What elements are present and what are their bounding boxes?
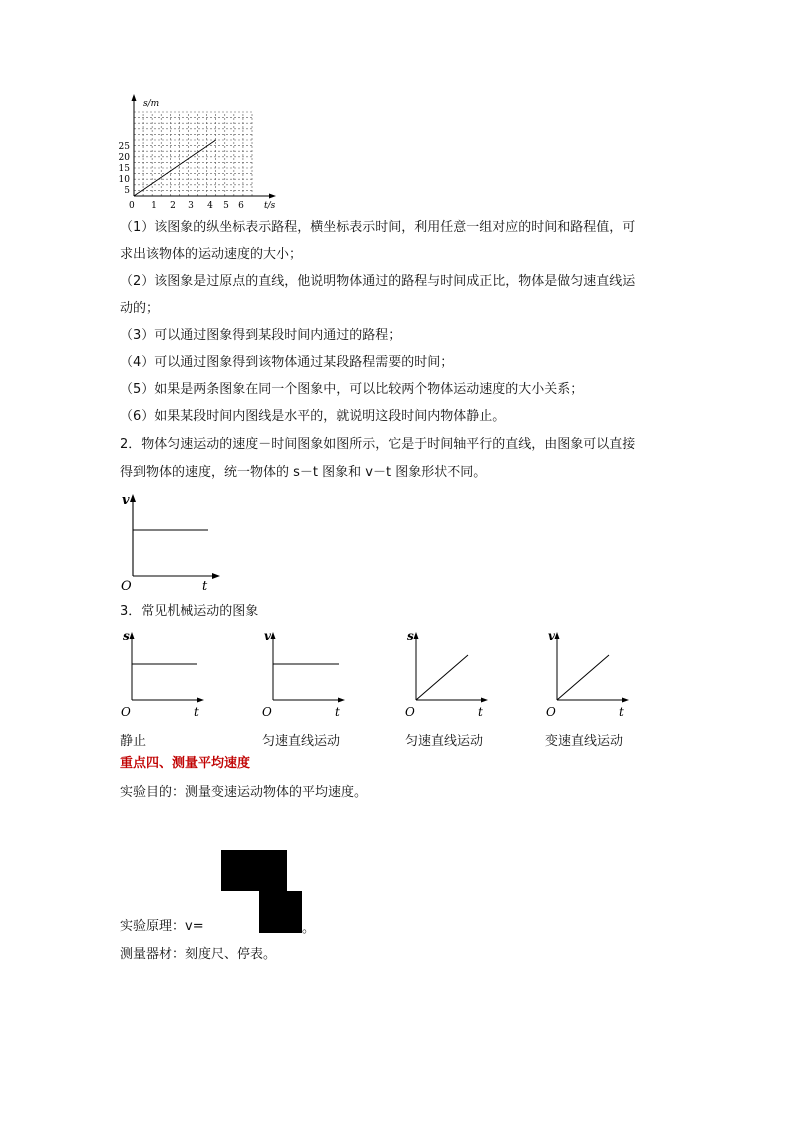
vt-y-arrow xyxy=(130,494,136,502)
caption-uniform-st: 匀速直线运动 xyxy=(405,734,484,749)
y-label: s xyxy=(407,629,414,643)
st-y-tick: 15 xyxy=(118,164,130,174)
vt-graph xyxy=(118,490,228,594)
item-2-line-2: 得到物体的速度，统一物体的 s－t 图象和 v－t 图象形状不同。 xyxy=(120,465,487,480)
st-x-tick: 1 xyxy=(151,201,157,211)
st-x-tick: 6 xyxy=(238,201,244,211)
vt-origin: O xyxy=(121,579,132,594)
small-graph-uniform-st xyxy=(402,628,492,720)
principle-suffix: 。 xyxy=(302,921,316,936)
origin-label: O xyxy=(262,705,272,719)
small-graph-uniform-vt xyxy=(259,628,349,720)
vt-x-arrow xyxy=(212,573,220,579)
y-label: s xyxy=(123,629,130,643)
arrow-y xyxy=(414,632,419,639)
st-graph xyxy=(112,92,287,212)
x-label: t xyxy=(194,705,199,719)
x-label: t xyxy=(619,705,624,719)
para-4: （4）可以通过图象得到该物体通过某段路程需要的时间； xyxy=(120,355,454,370)
x-label: t xyxy=(478,705,483,719)
vt-y-label: v xyxy=(122,493,130,508)
formula-image-denominator xyxy=(259,891,302,933)
arrow-x xyxy=(622,698,629,703)
caption-stationary: 静止 xyxy=(120,734,147,749)
st-y-tick: 25 xyxy=(118,142,130,152)
st-x-tick: 2 xyxy=(170,201,176,211)
experiment-purpose: 实验目的：测量变速运动物体的平均速度。 xyxy=(120,785,368,800)
arrow-x xyxy=(338,698,345,703)
section-heading: 重点四、测量平均速度 xyxy=(120,756,251,771)
item-3: 3．常见机械运动的图象 xyxy=(120,604,259,619)
st-x-arrow xyxy=(269,194,276,199)
origin-label: O xyxy=(546,705,556,719)
graph-line-sloped xyxy=(416,655,468,700)
principle-prefix: 实验原理：v= xyxy=(120,919,204,934)
small-graph-stationary xyxy=(118,628,208,720)
graph-line-sloped xyxy=(557,655,609,700)
origin-label: O xyxy=(405,705,415,719)
y-label: v xyxy=(264,629,271,643)
st-y-arrow xyxy=(132,94,137,101)
x-label: t xyxy=(335,705,340,719)
st-x-tick: 5 xyxy=(223,201,229,211)
st-x-tick: 3 xyxy=(188,201,194,211)
caption-uniform-vt: 匀速直线运动 xyxy=(262,734,341,749)
small-graph-variable-vt xyxy=(543,628,633,720)
arrow-y xyxy=(555,632,560,639)
arrow-y xyxy=(271,632,276,639)
formula-image-numerator xyxy=(221,850,287,891)
para-2-line-2: 动的； xyxy=(120,301,160,316)
y-label: v xyxy=(548,629,555,643)
para-2-line-1: （2）该图象是过原点的直线，他说明物体通过的路程与时间成正比，物体是做匀速直线运 xyxy=(120,274,636,289)
st-y-tick: 20 xyxy=(118,153,130,163)
para-1-line-2: 求出该物体的运动速度的大小； xyxy=(120,247,303,262)
st-origin: 0 xyxy=(129,201,135,211)
para-5: （5）如果是两条图象在同一个图象中，可以比较两个物体运动速度的大小关系； xyxy=(120,382,584,397)
st-y-tick: 5 xyxy=(124,186,130,196)
arrow-y xyxy=(130,632,135,639)
st-y-label: s/m xyxy=(143,99,160,109)
vt-x-label: t xyxy=(202,579,208,594)
st-y-tick: 10 xyxy=(118,175,130,185)
item-2-line-1: 2．物体匀速运动的速度－时间图象如图所示，它是于时间轴平行的直线，由图象可以直接 xyxy=(120,437,636,452)
para-1-line-1: （1）该图象的纵坐标表示路程，横坐标表示时间，利用任意一组对应的时间和路程值，可 xyxy=(120,220,636,235)
experiment-principle xyxy=(120,913,680,940)
para-6: （6）如果某段时间内图线是水平的，就说明这段时间内物体静止。 xyxy=(120,409,506,424)
origin-label: O xyxy=(121,705,131,719)
arrow-x xyxy=(481,698,488,703)
st-x-tick: 4 xyxy=(207,201,213,211)
caption-variable-vt: 变速直线运动 xyxy=(545,734,624,749)
experiment-equipment: 测量器材：刻度尺、停表。 xyxy=(120,947,277,962)
para-3: （3）可以通过图象得到某段时间内通过的路程； xyxy=(120,328,402,343)
st-x-label: t/s xyxy=(264,201,276,211)
arrow-x xyxy=(197,698,204,703)
